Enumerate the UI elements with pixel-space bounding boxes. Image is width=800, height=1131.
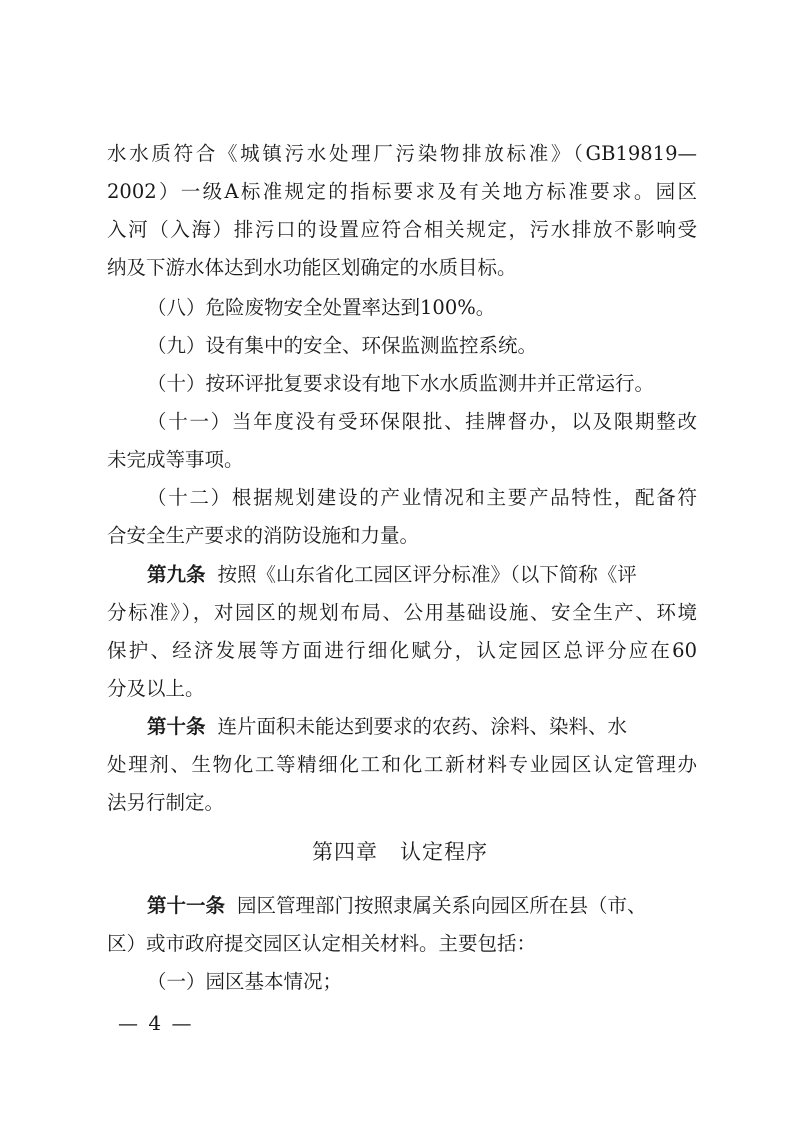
paragraph-line: 分及以上。 (107, 677, 205, 700)
paragraph-line: 水水质符合《城镇污水处理厂污染物排放标准》（GB19819— (107, 142, 697, 165)
paragraph-line: 法另行制定。 (107, 791, 225, 814)
article-10-label: 第十条 (147, 715, 206, 738)
paragraph-line: 区）或市政府提交园区认定相关材料。主要包括： (107, 932, 537, 955)
list-item-8: （八）危险废物安全处置率达到100%。 (147, 296, 496, 319)
paragraph-line: 分标准》），对园区的规划布局、公用基础设施、安全生产、环境 (107, 601, 697, 624)
article-11-label: 第十一条 (147, 894, 226, 917)
article-9-line (147, 556, 697, 594)
article-10-text: 连片面积未能达到要求的农药、涂料、染料、水 (217, 715, 628, 738)
page-number: — 4 — (118, 1011, 194, 1035)
list-item-9: （九）设有集中的安全、环保监测监控系统。 (147, 334, 538, 357)
list-item-12: （十二）根据规划建设的产业情况和主要产品特性，配备符 (147, 486, 697, 509)
list-item-11-cont: 未完成等事项。 (107, 448, 244, 471)
paragraph-line: 保护、经济发展等方面进行细化赋分，认定园区总评分应在60 (107, 639, 697, 662)
article-9-label: 第九条 (147, 563, 206, 586)
article-11-line (147, 887, 697, 925)
paragraph-line: 处理剂、生物化工等精细化工和化工新材料专业园区认定管理办 (107, 753, 697, 776)
paragraph-line: 入河（入海）排污口的设置应符合相关规定，污水排放不影响受 (107, 218, 697, 241)
chapter-title: 第四章 认定程序 (312, 840, 488, 864)
article-10-line (147, 708, 697, 746)
article-11-text: 园区管理部门按照隶属关系向园区所在县（市、 (237, 894, 647, 917)
list-item-12-cont: 合安全生产要求的消防设施和力量。 (107, 524, 420, 547)
list-item-11: （十一）当年度没有受环保限批、挂牌督办，以及限期整改 (147, 410, 697, 433)
list-item-10: （十）按环评批复要求设有地下水水质监测井并正常运行。 (147, 372, 655, 395)
list-item-1: （一）园区基本情况； (147, 970, 343, 993)
article-9-text: 按照《山东省化工园区评分标准》（以下简称《评 (217, 563, 637, 586)
paragraph-line: 纳及下游水体达到水功能区划确定的水质目标。 (107, 256, 517, 279)
paragraph-line: 2002）一级A标准规定的指标要求及有关地方标准要求。园区 (107, 180, 697, 203)
